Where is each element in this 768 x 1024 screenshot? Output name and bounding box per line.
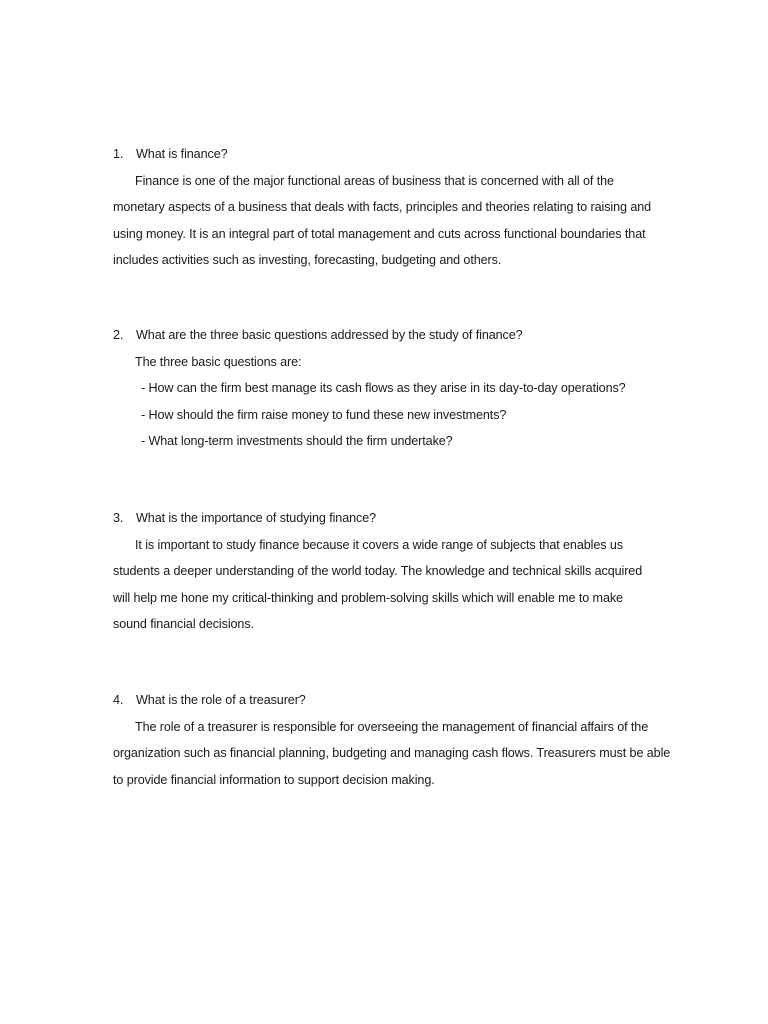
question-text: What are the three basic questions addressed by the study of finance?: [136, 328, 523, 342]
question-section-1: [113, 141, 693, 274]
answer-line: sound financial decisions.: [113, 617, 254, 631]
question-text: What is the role of a treasurer?: [136, 693, 306, 707]
question-text: What is finance?: [136, 147, 228, 161]
question-section-2: [113, 322, 693, 455]
question-number: 3.: [113, 511, 124, 525]
answer-line: to provide financial information to support decision making.: [113, 772, 435, 787]
question-heading: [113, 322, 693, 349]
answer-line: monetary aspects of a business that deals with facts, principles and theories relating to raising and: [113, 200, 652, 214]
bullet-item: - What long-term investments should the firm undertake?: [141, 434, 453, 448]
answer-line: Finance is one of the major functional areas of business that is concerned with all of the: [135, 173, 614, 188]
question-heading: [113, 141, 693, 168]
question-number: 4.: [113, 693, 124, 707]
bullet-item: - How should the firm raise money to fund these new investments?: [141, 407, 507, 422]
answer-line: will help me hone my critical-thinking and problem-solving skills which will enable me to make: [113, 590, 623, 605]
question-section-4: [113, 687, 693, 793]
question-text: What is the importance of studying finance?: [136, 511, 377, 525]
answer-line: students a deeper understanding of the world today. The knowledge and technical skills acquired: [113, 564, 643, 578]
answer-line: using money. It is an integral part of total management and cuts across functional boundaries that: [113, 226, 646, 241]
question-section-3: [113, 505, 693, 638]
answer-intro: The three basic questions are:: [135, 354, 302, 369]
question-number: 2.: [113, 328, 124, 342]
answer-line: organization such as financial planning, budgeting and managing cash flows. Treasurers must be able: [113, 746, 671, 760]
answer-line: It is important to study finance because it covers a wide range of subjects that enables us: [135, 537, 623, 552]
answer-line: The role of a treasurer is responsible for overseeing the management of financial affairs of the: [135, 719, 649, 734]
question-heading: [113, 687, 693, 714]
bullet-item: - How can the firm best manage its cash flows as they arise in its day-to-day operations?: [141, 381, 626, 395]
question-heading: [113, 505, 693, 532]
answer-line: includes activities such as investing, forecasting, budgeting and others.: [113, 253, 502, 267]
question-number: 1.: [113, 147, 124, 161]
